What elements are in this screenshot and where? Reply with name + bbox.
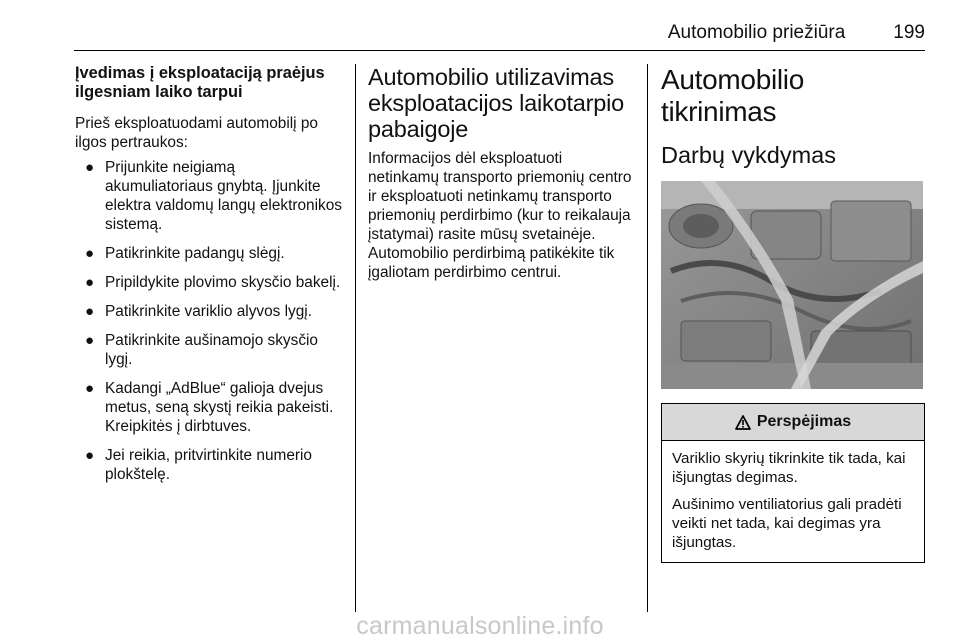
bullet-icon: ● (85, 447, 95, 464)
page-title: Automobilio tikrinimas (661, 64, 805, 127)
list-item-text: Pripildykite plovimo skysčio bakelį. (105, 274, 341, 291)
header-rule (74, 50, 925, 51)
bullet-icon: ● (85, 303, 95, 320)
page-header (668, 22, 925, 44)
list-item-text: Jei reikia, pritvirtinkite numerio plokštelę. (105, 447, 312, 483)
column-middle (368, 64, 636, 282)
intro-paragraph: Prieš eksploatuodami automobilį po ilgos pertraukos: (75, 115, 318, 151)
section-heading: Automobilio utilizavimas eksploatacijos laikotarpio pabaigoje (368, 64, 625, 142)
engine-bay-photo (661, 181, 923, 389)
bullet-icon: ● (85, 380, 95, 397)
list-item-text: Prijunkite neigiamą akumuliatoriaus gnybtą. Įjunkite elektra valdomų langų elektronikos sistemą. (105, 159, 342, 233)
warning-header (662, 404, 924, 441)
list-item (75, 158, 347, 234)
page-number: 199 (893, 22, 925, 43)
warning-triangle-icon (735, 415, 751, 430)
column-divider (355, 64, 356, 612)
bullet-icon: ● (85, 245, 95, 262)
list-item-text: Kadangi „AdBlue“ galioja dvejus metus, seną skystį reikia pakeisti. Kreipkitės į dirbtuves. (105, 380, 334, 435)
section-subheading: Įvedimas į eksploataciją praėjus ilgesniam laiko tarpui (75, 64, 325, 101)
list-item-text: Patikrinkite variklio alyvos lygį. (105, 303, 312, 320)
bullet-icon: ● (85, 274, 95, 291)
list-item (75, 273, 347, 292)
column-right (661, 64, 925, 563)
body-paragraph: Informacijos dėl eksploatuoti netinkamų transporto priemonių centro ir eksploatuoti netinkamų transporto priemonių perdirbimo (kur to reikalauja įstatymai) rasite mūsų svetainėje. Automobilio perdirbimą patikėkite tik įgaliotam perdirbimo centrui. (368, 150, 632, 281)
checklist (75, 158, 347, 484)
list-item (75, 302, 347, 321)
column-left (75, 64, 347, 494)
warning-paragraph: Aušinimo ventiliatorius gali pradėti veikti net tada, kai degimas yra išjungtas. (672, 496, 902, 551)
warning-box (661, 403, 925, 563)
watermark: carmanualsonline.info (356, 612, 604, 640)
column-divider (647, 64, 648, 612)
bullet-icon: ● (85, 332, 95, 349)
list-item-text: Patikrinkite padangų slėgį. (105, 245, 285, 262)
section-title: Automobilio priežiūra (667, 22, 846, 43)
warning-body (662, 441, 924, 562)
section-subheading: Darbų vykdymas (661, 142, 836, 168)
list-item (75, 244, 347, 263)
warning-title: Perspėjimas (756, 413, 852, 430)
list-item (75, 446, 347, 484)
bullet-icon: ● (85, 159, 95, 176)
list-item-text: Patikrinkite aušinamojo skysčio lygį. (105, 332, 318, 368)
list-item (75, 331, 347, 369)
list-item (75, 379, 347, 436)
warning-paragraph: Variklio skyrių tikrinkite tik tada, kai išjungtas degimas. (672, 450, 906, 486)
